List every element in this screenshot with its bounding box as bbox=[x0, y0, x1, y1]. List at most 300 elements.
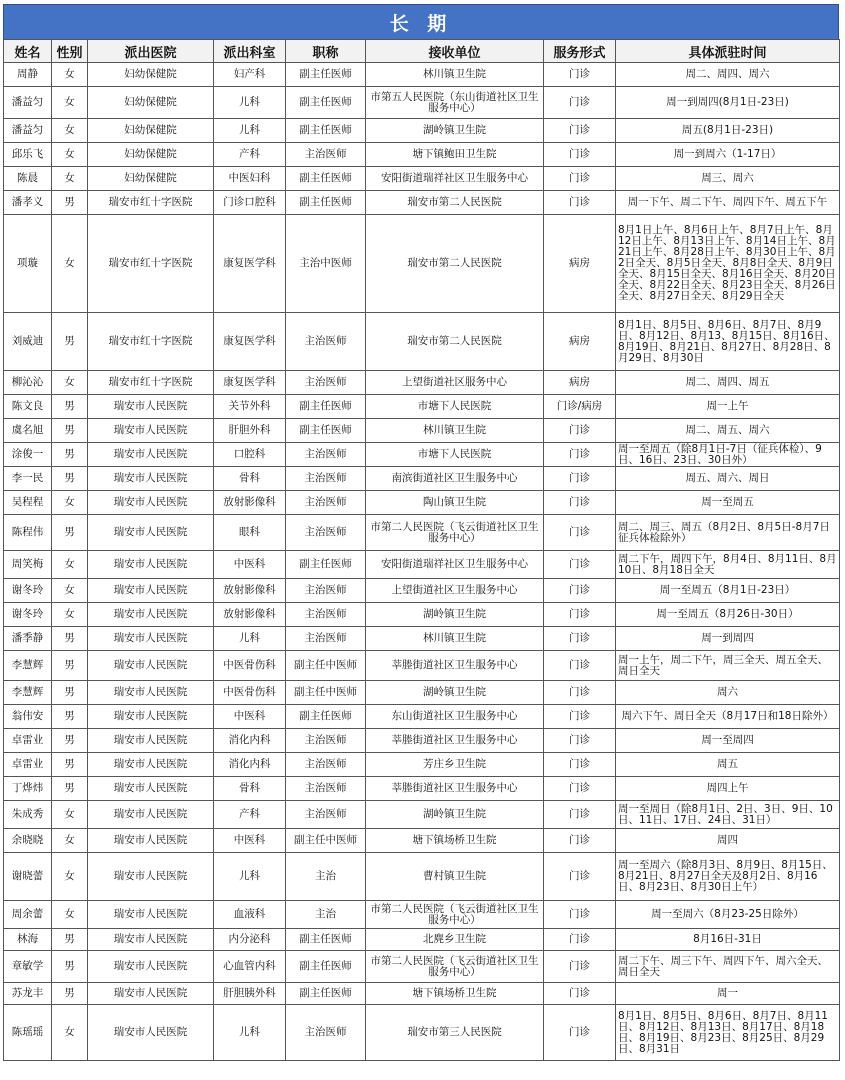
cell-name: 陈瑶瑶 bbox=[4, 1005, 52, 1061]
cell-title: 副主任医师 bbox=[286, 167, 366, 191]
cell-gender: 男 bbox=[52, 395, 88, 419]
cell-service-form: 门诊 bbox=[544, 705, 616, 729]
cell-department: 儿科 bbox=[214, 853, 286, 901]
cell-schedule: 周一至周五（8月1日-23日） bbox=[616, 579, 840, 603]
cell-gender: 男 bbox=[52, 515, 88, 551]
cell-gender: 女 bbox=[52, 579, 88, 603]
cell-receiving-unit: 莘塍街道社区卫生服务中心 bbox=[366, 777, 544, 801]
schedule-sheet bbox=[3, 4, 839, 1061]
header-title: 职称 bbox=[286, 40, 366, 63]
cell-title: 副主任中医师 bbox=[286, 651, 366, 681]
cell-receiving-unit: 东山街道社区卫生服务中心 bbox=[366, 705, 544, 729]
table-row bbox=[4, 63, 840, 87]
cell-department: 关节外科 bbox=[214, 395, 286, 419]
cell-gender: 女 bbox=[52, 63, 88, 87]
cell-service-form: 病房 bbox=[544, 313, 616, 371]
cell-title: 副主任中医师 bbox=[286, 829, 366, 853]
cell-title: 副主任医师 bbox=[286, 419, 366, 443]
cell-gender: 女 bbox=[52, 603, 88, 627]
cell-schedule: 周一 bbox=[616, 983, 840, 1005]
cell-gender: 男 bbox=[52, 191, 88, 215]
cell-department: 产科 bbox=[214, 801, 286, 829]
table-row bbox=[4, 801, 840, 829]
cell-hospital: 瑞安市人民医院 bbox=[88, 627, 214, 651]
cell-department: 消化内科 bbox=[214, 753, 286, 777]
cell-title: 主治医师 bbox=[286, 1005, 366, 1061]
cell-schedule: 周二下午、周三下午、周四下午、周六全天、周日全天 bbox=[616, 951, 840, 983]
cell-receiving-unit: 市第二人民医院（飞云街道社区卫生服务中心） bbox=[366, 951, 544, 983]
cell-schedule: 周一至周五 bbox=[616, 491, 840, 515]
cell-title: 副主任医师 bbox=[286, 395, 366, 419]
cell-receiving-unit: 湖岭镇卫生院 bbox=[366, 681, 544, 705]
header-hospital: 派出医院 bbox=[88, 40, 214, 63]
cell-schedule: 8月16日-31日 bbox=[616, 929, 840, 951]
cell-name: 周笑梅 bbox=[4, 551, 52, 579]
cell-receiving-unit: 芳庄乡卫生院 bbox=[366, 753, 544, 777]
cell-department: 血液科 bbox=[214, 901, 286, 929]
cell-service-form: 门诊 bbox=[544, 853, 616, 901]
cell-receiving-unit: 塘下镇鲍田卫生院 bbox=[366, 143, 544, 167]
cell-service-form: 门诊 bbox=[544, 951, 616, 983]
cell-schedule: 周二、周三、周五（8月2日、8月5日-8月7日征兵体检除外） bbox=[616, 515, 840, 551]
cell-department: 内分泌科 bbox=[214, 929, 286, 951]
cell-title: 主治医师 bbox=[286, 753, 366, 777]
cell-receiving-unit: 湖岭镇卫生院 bbox=[366, 603, 544, 627]
cell-hospital: 瑞安市人民医院 bbox=[88, 1005, 214, 1061]
cell-gender: 男 bbox=[52, 443, 88, 467]
cell-receiving-unit: 市塘下人民医院 bbox=[366, 395, 544, 419]
cell-title: 主治医师 bbox=[286, 603, 366, 627]
cell-hospital: 妇幼保健院 bbox=[88, 143, 214, 167]
table-row bbox=[4, 395, 840, 419]
cell-hospital: 瑞安市人民医院 bbox=[88, 395, 214, 419]
cell-name: 余晓晓 bbox=[4, 829, 52, 853]
cell-schedule: 周二下午，周四下午，8月4日、8月11日、8月10日、8月18日全天 bbox=[616, 551, 840, 579]
table-row bbox=[4, 191, 840, 215]
cell-receiving-unit: 瑞安市第三人民医院 bbox=[366, 1005, 544, 1061]
cell-hospital: 妇幼保健院 bbox=[88, 63, 214, 87]
cell-department: 骨科 bbox=[214, 777, 286, 801]
cell-hospital: 瑞安市人民医院 bbox=[88, 491, 214, 515]
cell-receiving-unit: 市第二人民医院（飞云街道社区卫生服务中心） bbox=[366, 901, 544, 929]
cell-title: 副主任医师 bbox=[286, 951, 366, 983]
cell-department: 产科 bbox=[214, 143, 286, 167]
cell-schedule: 周六 bbox=[616, 681, 840, 705]
cell-name: 林海 bbox=[4, 929, 52, 951]
cell-hospital: 瑞安市人民医院 bbox=[88, 651, 214, 681]
cell-hospital: 瑞安市人民医院 bbox=[88, 801, 214, 829]
cell-name: 李慧辉 bbox=[4, 651, 52, 681]
cell-gender: 男 bbox=[52, 705, 88, 729]
cell-name: 周静 bbox=[4, 63, 52, 87]
cell-service-form: 门诊 bbox=[544, 801, 616, 829]
cell-schedule: 周一至周四 bbox=[616, 729, 840, 753]
cell-schedule: 周五 bbox=[616, 753, 840, 777]
cell-hospital: 瑞安市人民医院 bbox=[88, 551, 214, 579]
cell-receiving-unit: 市塘下人民医院 bbox=[366, 443, 544, 467]
cell-schedule: 周一至周六（除8月3日、8月9日、8月15日、8月21日、8月27日全天及8月2日、8月16日、8月23日、8月30日上午） bbox=[616, 853, 840, 901]
cell-hospital: 瑞安市人民医院 bbox=[88, 777, 214, 801]
cell-title: 主治医师 bbox=[286, 729, 366, 753]
cell-service-form: 门诊 bbox=[544, 651, 616, 681]
cell-gender: 女 bbox=[52, 371, 88, 395]
cell-service-form: 病房 bbox=[544, 215, 616, 313]
cell-schedule: 周一到周四(8月1日-23日) bbox=[616, 87, 840, 119]
cell-schedule: 周一下午、周二下午、周四下午、周五下午 bbox=[616, 191, 840, 215]
cell-department: 中医妇科 bbox=[214, 167, 286, 191]
table-row bbox=[4, 729, 840, 753]
cell-hospital: 瑞安市人民医院 bbox=[88, 983, 214, 1005]
cell-department: 儿科 bbox=[214, 87, 286, 119]
cell-title: 主治医师 bbox=[286, 143, 366, 167]
cell-title: 副主任医师 bbox=[286, 191, 366, 215]
cell-title: 副主任医师 bbox=[286, 119, 366, 143]
cell-hospital: 瑞安市人民医院 bbox=[88, 729, 214, 753]
cell-title: 副主任医师 bbox=[286, 983, 366, 1005]
cell-name: 章敏学 bbox=[4, 951, 52, 983]
cell-schedule: 周二、周五、周六 bbox=[616, 419, 840, 443]
cell-hospital: 瑞安市红十字医院 bbox=[88, 313, 214, 371]
header-receiving-unit: 接收单位 bbox=[366, 40, 544, 63]
cell-receiving-unit: 莘塍街道社区卫生服务中心 bbox=[366, 651, 544, 681]
cell-name: 陈晨 bbox=[4, 167, 52, 191]
cell-gender: 男 bbox=[52, 681, 88, 705]
cell-title: 副主任医师 bbox=[286, 63, 366, 87]
cell-name: 卓雷业 bbox=[4, 729, 52, 753]
cell-title: 副主任医师 bbox=[286, 705, 366, 729]
cell-title: 副主任医师 bbox=[286, 87, 366, 119]
cell-name: 潘益匀 bbox=[4, 87, 52, 119]
cell-name: 朱成秀 bbox=[4, 801, 52, 829]
cell-gender: 女 bbox=[52, 829, 88, 853]
cell-gender: 男 bbox=[52, 419, 88, 443]
cell-hospital: 瑞安市人民医院 bbox=[88, 853, 214, 901]
cell-name: 刘威迪 bbox=[4, 313, 52, 371]
cell-receiving-unit: 上望街道社区卫生服务中心 bbox=[366, 579, 544, 603]
table-row bbox=[4, 777, 840, 801]
cell-department: 儿科 bbox=[214, 1005, 286, 1061]
cell-title: 主治 bbox=[286, 901, 366, 929]
cell-name: 吴程程 bbox=[4, 491, 52, 515]
cell-gender: 男 bbox=[52, 951, 88, 983]
cell-service-form: 门诊 bbox=[544, 167, 616, 191]
header-row bbox=[4, 40, 840, 63]
cell-service-form: 门诊 bbox=[544, 983, 616, 1005]
cell-title: 主治医师 bbox=[286, 579, 366, 603]
cell-service-form: 门诊 bbox=[544, 443, 616, 467]
cell-gender: 男 bbox=[52, 753, 88, 777]
cell-department: 妇产科 bbox=[214, 63, 286, 87]
cell-schedule: 周五、周六、周日 bbox=[616, 467, 840, 491]
cell-gender: 女 bbox=[52, 143, 88, 167]
cell-title: 主治医师 bbox=[286, 467, 366, 491]
cell-receiving-unit: 湖岭镇卫生院 bbox=[366, 119, 544, 143]
header-department: 派出科室 bbox=[214, 40, 286, 63]
cell-gender: 男 bbox=[52, 651, 88, 681]
cell-schedule: 8月1日、8月5日、8月6日、8月7日、8月9日、8月12日、8月13、8月15日、8月16日、8月19日、8月21日、8月27日、8月28日、8月29日、8月30日 bbox=[616, 313, 840, 371]
cell-title: 主治医师 bbox=[286, 627, 366, 651]
cell-department: 康复医学科 bbox=[214, 313, 286, 371]
cell-title: 副主任医师 bbox=[286, 929, 366, 951]
header-gender: 性别 bbox=[52, 40, 88, 63]
cell-name: 潘益匀 bbox=[4, 119, 52, 143]
cell-gender: 男 bbox=[52, 627, 88, 651]
table-row bbox=[4, 705, 840, 729]
cell-department: 眼科 bbox=[214, 515, 286, 551]
cell-schedule: 周一至周五（除8月1日-7日（征兵体检）、9日、16日、23日、30日外） bbox=[616, 443, 840, 467]
table-row bbox=[4, 515, 840, 551]
cell-title: 主治医师 bbox=[286, 371, 366, 395]
cell-hospital: 妇幼保健院 bbox=[88, 119, 214, 143]
cell-receiving-unit: 陶山镇卫生院 bbox=[366, 491, 544, 515]
cell-receiving-unit: 塘下镇场桥卫生院 bbox=[366, 829, 544, 853]
cell-gender: 女 bbox=[52, 215, 88, 313]
table-row bbox=[4, 579, 840, 603]
table-row bbox=[4, 419, 840, 443]
cell-name: 柳沁沁 bbox=[4, 371, 52, 395]
cell-receiving-unit: 林川镇卫生院 bbox=[366, 627, 544, 651]
cell-department: 肝胆胰外科 bbox=[214, 983, 286, 1005]
cell-gender: 男 bbox=[52, 929, 88, 951]
cell-department: 放射影像科 bbox=[214, 603, 286, 627]
cell-receiving-unit: 市第五人民医院（东山街道社区卫生服务中心） bbox=[366, 87, 544, 119]
cell-service-form: 门诊 bbox=[544, 627, 616, 651]
cell-title: 主治 bbox=[286, 853, 366, 901]
cell-schedule: 周二、周四、周六 bbox=[616, 63, 840, 87]
cell-service-form: 门诊 bbox=[544, 87, 616, 119]
cell-schedule: 周一上午 bbox=[616, 395, 840, 419]
cell-gender: 男 bbox=[52, 729, 88, 753]
cell-service-form: 门诊 bbox=[544, 1005, 616, 1061]
cell-hospital: 瑞安市人民医院 bbox=[88, 681, 214, 705]
cell-receiving-unit: 南滨街道社区卫生服务中心 bbox=[366, 467, 544, 491]
cell-department: 儿科 bbox=[214, 627, 286, 651]
dispatch-table bbox=[3, 39, 840, 1061]
cell-hospital: 妇幼保健院 bbox=[88, 87, 214, 119]
cell-service-form: 门诊 bbox=[544, 467, 616, 491]
cell-schedule: 周四上午 bbox=[616, 777, 840, 801]
table-row bbox=[4, 929, 840, 951]
cell-name: 陈程伟 bbox=[4, 515, 52, 551]
cell-schedule: 周一至周六（8月23-25日除外） bbox=[616, 901, 840, 929]
cell-receiving-unit: 安阳街道瑞祥社区卫生服务中心 bbox=[366, 551, 544, 579]
cell-department: 骨科 bbox=[214, 467, 286, 491]
cell-schedule: 周一至周日（除8月1日、2日、3日、9日、10日、11日、17日、24日、31日） bbox=[616, 801, 840, 829]
cell-service-form: 门诊 bbox=[544, 777, 616, 801]
cell-hospital: 瑞安市红十字医院 bbox=[88, 191, 214, 215]
cell-department: 消化内科 bbox=[214, 729, 286, 753]
cell-department: 放射影像科 bbox=[214, 579, 286, 603]
table-row bbox=[4, 829, 840, 853]
cell-hospital: 瑞安市人民医院 bbox=[88, 467, 214, 491]
cell-title: 主治医师 bbox=[286, 515, 366, 551]
table-row bbox=[4, 467, 840, 491]
table-row bbox=[4, 901, 840, 929]
cell-gender: 女 bbox=[52, 167, 88, 191]
cell-hospital: 瑞安市人民医院 bbox=[88, 603, 214, 627]
cell-department: 心血管内科 bbox=[214, 951, 286, 983]
table-row bbox=[4, 603, 840, 627]
cell-schedule: 周一到周四 bbox=[616, 627, 840, 651]
cell-service-form: 门诊 bbox=[544, 491, 616, 515]
cell-department: 中医科 bbox=[214, 551, 286, 579]
table-row bbox=[4, 983, 840, 1005]
cell-department: 康复医学科 bbox=[214, 215, 286, 313]
cell-receiving-unit: 市第二人民医院（飞云街道社区卫生服务中心） bbox=[366, 515, 544, 551]
table-row bbox=[4, 167, 840, 191]
table-row bbox=[4, 143, 840, 167]
cell-gender: 女 bbox=[52, 551, 88, 579]
cell-hospital: 瑞安市人民医院 bbox=[88, 753, 214, 777]
cell-hospital: 瑞安市人民医院 bbox=[88, 929, 214, 951]
cell-receiving-unit: 安阳街道瑞祥社区卫生服务中心 bbox=[366, 167, 544, 191]
cell-department: 口腔科 bbox=[214, 443, 286, 467]
cell-name: 潘季静 bbox=[4, 627, 52, 651]
table-row bbox=[4, 491, 840, 515]
cell-receiving-unit: 林川镇卫生院 bbox=[366, 63, 544, 87]
cell-name: 邱乐飞 bbox=[4, 143, 52, 167]
cell-name: 李一民 bbox=[4, 467, 52, 491]
cell-hospital: 瑞安市人民医院 bbox=[88, 419, 214, 443]
table-row bbox=[4, 753, 840, 777]
cell-service-form: 门诊 bbox=[544, 603, 616, 627]
cell-title: 主治医师 bbox=[286, 313, 366, 371]
cell-name: 陈文良 bbox=[4, 395, 52, 419]
table-row bbox=[4, 371, 840, 395]
cell-service-form: 门诊 bbox=[544, 829, 616, 853]
cell-receiving-unit: 瑞安市第二人民医院 bbox=[366, 313, 544, 371]
cell-department: 康复医学科 bbox=[214, 371, 286, 395]
cell-service-form: 门诊 bbox=[544, 143, 616, 167]
cell-service-form: 门诊 bbox=[544, 551, 616, 579]
cell-service-form: 门诊 bbox=[544, 63, 616, 87]
cell-service-form: 门诊 bbox=[544, 191, 616, 215]
cell-name: 翁伟安 bbox=[4, 705, 52, 729]
cell-title: 主治医师 bbox=[286, 491, 366, 515]
cell-receiving-unit: 瑞安市第二人民医院 bbox=[366, 191, 544, 215]
cell-hospital: 瑞安市人民医院 bbox=[88, 705, 214, 729]
cell-schedule: 周二、周四、周五 bbox=[616, 371, 840, 395]
cell-receiving-unit: 林川镇卫生院 bbox=[366, 419, 544, 443]
table-row bbox=[4, 627, 840, 651]
cell-gender: 女 bbox=[52, 119, 88, 143]
cell-department: 放射影像科 bbox=[214, 491, 286, 515]
cell-name: 涂俊一 bbox=[4, 443, 52, 467]
cell-service-form: 门诊 bbox=[544, 579, 616, 603]
cell-gender: 男 bbox=[52, 313, 88, 371]
cell-receiving-unit: 上望街道社区服务中心 bbox=[366, 371, 544, 395]
cell-hospital: 瑞安市人民医院 bbox=[88, 901, 214, 929]
cell-receiving-unit: 北麂乡卫生院 bbox=[366, 929, 544, 951]
cell-name: 潘孝义 bbox=[4, 191, 52, 215]
cell-service-form: 门诊 bbox=[544, 419, 616, 443]
cell-receiving-unit: 莘塍街道社区卫生服务中心 bbox=[366, 729, 544, 753]
cell-department: 中医骨伤科 bbox=[214, 681, 286, 705]
cell-name: 丁烨炜 bbox=[4, 777, 52, 801]
cell-name: 谢冬玲 bbox=[4, 603, 52, 627]
cell-service-form: 门诊 bbox=[544, 515, 616, 551]
cell-hospital: 瑞安市人民医院 bbox=[88, 579, 214, 603]
cell-schedule: 周一到周六（1-17日） bbox=[616, 143, 840, 167]
cell-hospital: 瑞安市人民医院 bbox=[88, 829, 214, 853]
cell-department: 中医科 bbox=[214, 705, 286, 729]
cell-name: 苏龙丰 bbox=[4, 983, 52, 1005]
cell-title: 主治中医师 bbox=[286, 215, 366, 313]
table-row bbox=[4, 951, 840, 983]
header-service-form: 服务形式 bbox=[544, 40, 616, 63]
table-row bbox=[4, 551, 840, 579]
cell-hospital: 瑞安市红十字医院 bbox=[88, 215, 214, 313]
cell-gender: 男 bbox=[52, 467, 88, 491]
table-row bbox=[4, 443, 840, 467]
cell-title: 主治医师 bbox=[286, 801, 366, 829]
cell-service-form: 门诊 bbox=[544, 119, 616, 143]
cell-gender: 女 bbox=[52, 491, 88, 515]
table-row bbox=[4, 651, 840, 681]
cell-service-form: 门诊 bbox=[544, 753, 616, 777]
cell-service-form: 病房 bbox=[544, 371, 616, 395]
cell-receiving-unit: 湖岭镇卫生院 bbox=[366, 801, 544, 829]
cell-gender: 男 bbox=[52, 983, 88, 1005]
cell-title: 主治医师 bbox=[286, 777, 366, 801]
cell-gender: 男 bbox=[52, 777, 88, 801]
cell-receiving-unit: 塘下镇场桥卫生院 bbox=[366, 983, 544, 1005]
cell-schedule: 周四 bbox=[616, 829, 840, 853]
cell-title: 副主任医师 bbox=[286, 551, 366, 579]
table-row bbox=[4, 681, 840, 705]
cell-hospital: 瑞安市人民医院 bbox=[88, 443, 214, 467]
cell-title: 副主任中医师 bbox=[286, 681, 366, 705]
cell-name: 项璇 bbox=[4, 215, 52, 313]
cell-service-form: 门诊 bbox=[544, 681, 616, 705]
cell-service-form: 门诊 bbox=[544, 929, 616, 951]
cell-service-form: 门诊 bbox=[544, 901, 616, 929]
cell-hospital: 瑞安市人民医院 bbox=[88, 515, 214, 551]
table-row bbox=[4, 1005, 840, 1061]
cell-gender: 女 bbox=[52, 87, 88, 119]
table-title: 长 期 bbox=[3, 4, 839, 39]
cell-schedule: 周五(8月1日-23日) bbox=[616, 119, 840, 143]
cell-schedule: 8月1日、8月5日、8月6日、8月7日、8月11日、8月12日、8月13日、8月17日、8月18日、8月19日、8月23日、8月25日、8月29日、8月31日 bbox=[616, 1005, 840, 1061]
cell-name: 虞名旭 bbox=[4, 419, 52, 443]
cell-name: 卓雷业 bbox=[4, 753, 52, 777]
header-name: 姓名 bbox=[4, 40, 52, 63]
cell-gender: 女 bbox=[52, 801, 88, 829]
cell-department: 中医科 bbox=[214, 829, 286, 853]
table-row bbox=[4, 313, 840, 371]
cell-hospital: 妇幼保健院 bbox=[88, 167, 214, 191]
cell-hospital: 瑞安市人民医院 bbox=[88, 951, 214, 983]
cell-schedule: 周六下午、周日全天（8月17日和18日除外） bbox=[616, 705, 840, 729]
cell-name: 周余蕾 bbox=[4, 901, 52, 929]
cell-schedule: 周三、周六 bbox=[616, 167, 840, 191]
header-schedule: 具体派驻时间 bbox=[616, 40, 840, 63]
cell-receiving-unit: 瑞安市第二人民医院 bbox=[366, 215, 544, 313]
cell-gender: 女 bbox=[52, 901, 88, 929]
cell-name: 李慧辉 bbox=[4, 681, 52, 705]
cell-gender: 女 bbox=[52, 853, 88, 901]
table-row bbox=[4, 853, 840, 901]
cell-schedule: 周一上午，周二下午，周三全天、周五全天、周日全天 bbox=[616, 651, 840, 681]
table-row bbox=[4, 87, 840, 119]
cell-receiving-unit: 曹村镇卫生院 bbox=[366, 853, 544, 901]
cell-department: 儿科 bbox=[214, 119, 286, 143]
cell-gender: 女 bbox=[52, 1005, 88, 1061]
cell-department: 中医骨伤科 bbox=[214, 651, 286, 681]
table-row bbox=[4, 215, 840, 313]
cell-department: 肝胆外科 bbox=[214, 419, 286, 443]
cell-name: 谢晓蕾 bbox=[4, 853, 52, 901]
